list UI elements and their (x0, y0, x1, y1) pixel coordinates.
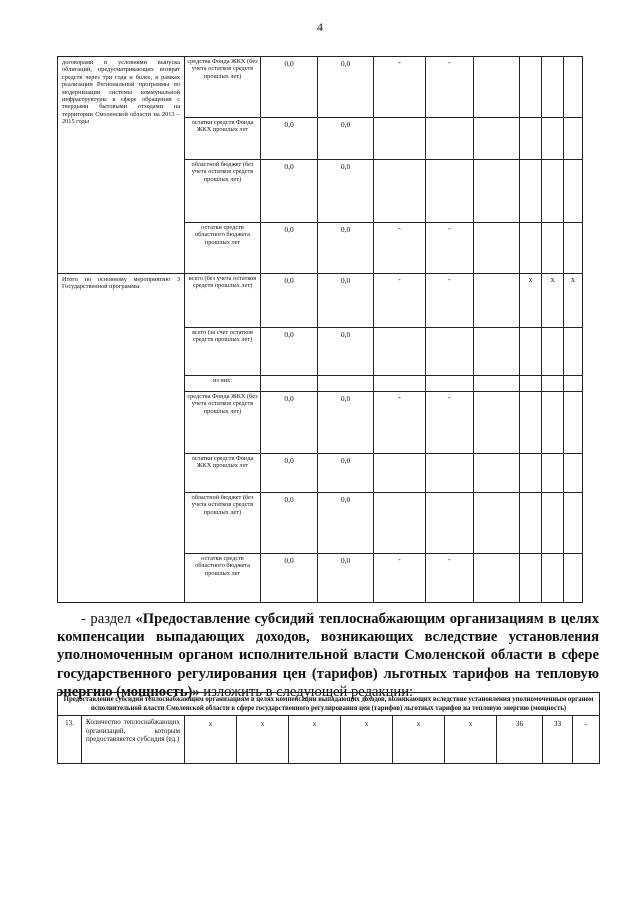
program-funding-table (57, 56, 600, 603)
section-title: «Предоставление субсидий теплоснабжающим организациям в целях компенсации выпадающих доходов, возникающих вследствие установления уполномоченным органом исполнительной власти Смоленской области в сфере государственного регулирования цен (тарифов) льготных тарифов на тепловую энергию (мощность)» (57, 611, 600, 700)
subsidy-indicator-table (57, 692, 600, 764)
dash-cell (374, 376, 426, 392)
x-cell (520, 57, 542, 118)
empty-cell (474, 274, 520, 328)
dash-cell (426, 454, 474, 493)
dash-cell: - (426, 57, 474, 118)
dash-cell (374, 160, 426, 223)
x-cell: х (542, 274, 564, 328)
empty-cell (474, 223, 520, 274)
empty-cell (474, 118, 520, 160)
x-cell (542, 328, 564, 376)
value-cell: 0,0 (318, 118, 374, 160)
value-cell: 0,0 (318, 274, 374, 328)
section-instruction-paragraph (57, 610, 599, 701)
x-cell (564, 493, 583, 554)
row-number: 13. (58, 716, 82, 764)
indicator-cell: 36 (497, 716, 543, 764)
x-cell (564, 57, 583, 118)
dash-cell: - (374, 392, 426, 454)
x-cell (564, 160, 583, 223)
indicator-cell: х (289, 716, 341, 764)
x-cell (520, 328, 542, 376)
x-cell: х (564, 274, 583, 328)
dash-cell (426, 118, 474, 160)
dash-cell: - (426, 392, 474, 454)
value-cell: 0,0 (318, 554, 374, 603)
x-cell (542, 118, 564, 160)
value-cell: 0,0 (261, 493, 318, 554)
x-cell (520, 376, 542, 392)
funding-source: всего (за счет остатков средств прошлых лет) (185, 328, 261, 376)
value-cell: 0,0 (261, 223, 318, 274)
dash-cell: - (374, 554, 426, 603)
dash-cell: - (374, 274, 426, 328)
x-cell (520, 493, 542, 554)
empty-cell (474, 493, 520, 554)
x-cell (542, 493, 564, 554)
value-cell (318, 376, 374, 392)
funding-source: областной бюджет (без учета остатков средств прошлых лет) (185, 160, 261, 223)
indicator-cell: х (393, 716, 445, 764)
x-cell (564, 554, 583, 603)
value-cell (261, 376, 318, 392)
dash-cell (374, 118, 426, 160)
value-cell: 0,0 (318, 223, 374, 274)
value-cell: 0,0 (318, 493, 374, 554)
x-cell (542, 160, 564, 223)
dash-cell: - (374, 57, 426, 118)
measure-description: договорами и условиями выпуска облигаций, предусматривающих возврат средств через три года и более, в рамках реализации Региональной программы по модернизации системы коммунальной инфраструктуры в сфере обращения с твердыми бытовыми отходами на территории Смоленской области на 2013 – 2015 годы (58, 57, 185, 274)
empty-cell (474, 328, 520, 376)
empty-cell (474, 392, 520, 454)
x-cell (520, 160, 542, 223)
indicator-cell: 33 (543, 716, 573, 764)
empty-cell (474, 160, 520, 223)
x-cell: х (520, 274, 542, 328)
dash-cell (374, 328, 426, 376)
empty-cell (474, 454, 520, 493)
x-cell (520, 454, 542, 493)
page-number: 4 (317, 20, 323, 34)
funding-source: остатки средств областного бюджета прошлых лет (185, 223, 261, 274)
indicator-cell: х (185, 716, 237, 764)
measure-total-label: Итого по основному мероприятию 3 Государственной программы (58, 274, 185, 603)
empty-cell (474, 376, 520, 392)
value-cell: 0,0 (318, 160, 374, 223)
indicator-cell: х (341, 716, 393, 764)
x-cell (520, 118, 542, 160)
dash-cell (426, 328, 474, 376)
x-cell (542, 454, 564, 493)
indicator-cell: - (573, 716, 600, 764)
dash-cell: - (374, 223, 426, 274)
funding-source: областной бюджет (без учета остатков средств прошлых лет) (185, 493, 261, 554)
funding-source: из них: (185, 376, 261, 392)
funding-source: остатки средств Фонда ЖКХ прошлых лет (185, 118, 261, 160)
value-cell: 0,0 (318, 454, 374, 493)
x-cell (542, 376, 564, 392)
funding-source: остатки средств Фонда ЖКХ прошлых лет (185, 454, 261, 493)
indicator-label: Количество теплоснабжающих организаций, которым предоставляется субсидия (ед.) (82, 716, 185, 764)
dash-cell: - (426, 554, 474, 603)
indicator-cell: х (237, 716, 289, 764)
value-cell: 0,0 (261, 274, 318, 328)
indicator-cell: х (445, 716, 497, 764)
value-cell: 0,0 (261, 392, 318, 454)
x-cell (542, 392, 564, 454)
value-cell: 0,0 (318, 57, 374, 118)
x-cell (520, 223, 542, 274)
funding-source: средства Фонда ЖКХ (без учета остатков средств прошлых лет) (185, 392, 261, 454)
value-cell: 0,0 (318, 328, 374, 376)
x-cell (520, 554, 542, 603)
funding-source: остатки средств областного бюджета прошлых лет (185, 554, 261, 603)
x-cell (542, 223, 564, 274)
funding-row (58, 57, 600, 118)
value-cell: 0,0 (261, 57, 318, 118)
value-cell: 0,0 (261, 454, 318, 493)
dash-cell (426, 376, 474, 392)
funding-row (58, 274, 600, 328)
paragraph-prefix: - раздел (81, 611, 136, 627)
paragraph-suffix: изложить в следующей редакции: (199, 683, 414, 700)
dash-cell: - (426, 274, 474, 328)
x-cell (542, 554, 564, 603)
x-cell (564, 118, 583, 160)
empty-cell (474, 554, 520, 603)
table2-header: Предоставление субсидий теплоснабжающим организациям в целях компенсации выпадающих доходов, возникающих вследствие установления уполномоченным органом исполнительной власти Смоленской области в сфере государственного регулирования цен (тарифов) льготных тарифов на тепловую энергию (мощность) (58, 693, 600, 716)
dash-cell (374, 493, 426, 554)
dash-cell (426, 493, 474, 554)
dash-cell (374, 454, 426, 493)
x-cell (564, 454, 583, 493)
x-cell (564, 223, 583, 274)
x-cell (564, 392, 583, 454)
x-cell (564, 328, 583, 376)
dash-cell: - (426, 223, 474, 274)
dash-cell (426, 160, 474, 223)
value-cell: 0,0 (318, 392, 374, 454)
funding-source: средства Фонда ЖКХ (без учета остатков средств прошлых лет) (185, 57, 261, 118)
x-cell (542, 57, 564, 118)
x-cell (520, 392, 542, 454)
value-cell: 0,0 (261, 328, 318, 376)
value-cell: 0,0 (261, 554, 318, 603)
funding-source: всего (без учета остатков средств прошлых лет) (185, 274, 261, 328)
value-cell: 0,0 (261, 160, 318, 223)
x-cell (564, 376, 583, 392)
empty-cell (474, 57, 520, 118)
value-cell: 0,0 (261, 118, 318, 160)
